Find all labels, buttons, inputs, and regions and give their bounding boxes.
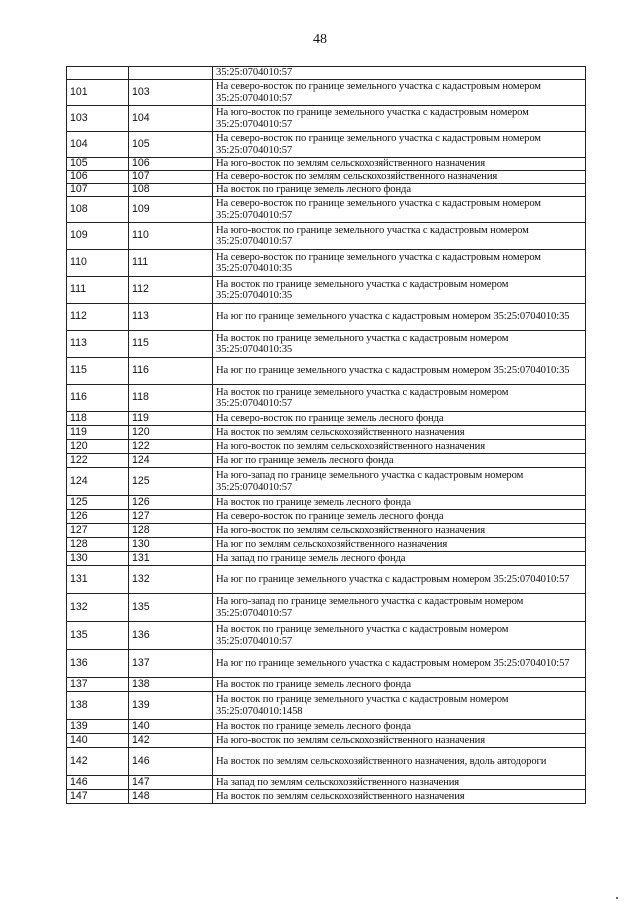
boundary-description-cell: На северо-восток по границе земельного участка с кадастровым номером 35:25:0704010:57 [213, 132, 586, 158]
table-row [67, 412, 586, 426]
boundary-description-cell: На юго-запад по границе земельного участка с кадастровым номером 35:25:0704010:57 [213, 468, 586, 496]
boundary-description-cell: На восток по границе земель лесного фонда [213, 720, 586, 734]
point-from-cell: 137 [67, 678, 129, 692]
point-from-cell: 108 [67, 197, 129, 223]
point-to-cell [129, 67, 213, 80]
boundary-description-cell: На восток по границе земельного участка с кадастровым номером 35:25:0704010:1458 [213, 692, 586, 720]
point-from-cell: 111 [67, 277, 129, 304]
table-row [67, 510, 586, 524]
table-row [67, 692, 586, 720]
boundary-description-cell: На запад по землям сельскохозяйственного назначения [213, 776, 586, 790]
boundary-description-cell: На юг по землям сельскохозяйственного назначения [213, 538, 586, 552]
point-to-cell: 138 [129, 678, 213, 692]
table-row [67, 468, 586, 496]
point-to-cell: 142 [129, 734, 213, 748]
table-row [67, 524, 586, 538]
table-row [67, 358, 586, 385]
boundary-description-cell: На юг по границе земельного участка с кадастровым номером 35:25:0704010:57 [213, 650, 586, 678]
point-from-cell: 146 [67, 776, 129, 790]
point-to-cell: 128 [129, 524, 213, 538]
boundary-description-cell: На юго-запад по границе земельного участка с кадастровым номером 35:25:0704010:57 [213, 594, 586, 622]
table-row [67, 496, 586, 510]
boundary-description-cell: На запад по границе земель лесного фонда [213, 552, 586, 566]
point-to-cell: 132 [129, 566, 213, 594]
point-from-cell [67, 67, 129, 80]
boundary-description-cell: На юг по границе земель лесного фонда [213, 454, 586, 468]
point-to-cell: 105 [129, 132, 213, 158]
point-to-cell: 125 [129, 468, 213, 496]
point-from-cell: 131 [67, 566, 129, 594]
boundary-description-cell: На юг по границе земельного участка с кадастровым номером 35:25:0704010:35 [213, 304, 586, 331]
boundary-description-cell: На юг по границе земельного участка с кадастровым номером 35:25:0704010:35 [213, 358, 586, 385]
point-to-cell: 139 [129, 692, 213, 720]
point-from-cell: 135 [67, 622, 129, 650]
point-to-cell: 106 [129, 158, 213, 171]
table-row [67, 223, 586, 250]
point-to-cell: 126 [129, 496, 213, 510]
table-row [67, 331, 586, 358]
page-number: 48 [313, 32, 327, 47]
point-to-cell: 135 [129, 594, 213, 622]
boundary-description-cell: На юго-восток по землям сельскохозяйственного назначения [213, 440, 586, 454]
table-row [67, 171, 586, 184]
point-to-cell: 108 [129, 184, 213, 197]
table-row [67, 132, 586, 158]
point-from-cell: 101 [67, 80, 129, 106]
table-row [67, 67, 586, 80]
point-from-cell: 132 [67, 594, 129, 622]
boundary-description-cell: 35:25:0704010:57 [213, 67, 586, 80]
table-row [67, 566, 586, 594]
point-from-cell: 126 [67, 510, 129, 524]
scan-artifact-dot [616, 897, 618, 899]
point-from-cell: 127 [67, 524, 129, 538]
point-from-cell: 110 [67, 250, 129, 277]
boundary-description-cell: На юго-восток по землям сельскохозяйственного назначения [213, 734, 586, 748]
point-to-cell: 110 [129, 223, 213, 250]
table-row [67, 440, 586, 454]
boundary-description-cell: На северо-восток по границе земель лесного фонда [213, 510, 586, 524]
point-from-cell: 130 [67, 552, 129, 566]
point-from-cell: 116 [67, 385, 129, 412]
point-from-cell: 109 [67, 223, 129, 250]
point-to-cell: 140 [129, 720, 213, 734]
point-from-cell: 138 [67, 692, 129, 720]
point-to-cell: 136 [129, 622, 213, 650]
point-to-cell: 131 [129, 552, 213, 566]
point-from-cell: 140 [67, 734, 129, 748]
boundary-description-cell: На восток по землям сельскохозяйственного назначения [213, 790, 586, 804]
boundary-description-cell: На восток по границе земельного участка с кадастровым номером 35:25:0704010:57 [213, 622, 586, 650]
point-to-cell: 127 [129, 510, 213, 524]
point-from-cell: 115 [67, 358, 129, 385]
point-to-cell: 112 [129, 277, 213, 304]
table-row [67, 184, 586, 197]
table-body [67, 67, 586, 804]
boundary-description-cell: На восток по границе земельного участка с кадастровым номером 35:25:0704010:35 [213, 331, 586, 358]
boundary-description-cell: На юг по границе земельного участка с кадастровым номером 35:25:0704010:57 [213, 566, 586, 594]
table-row [67, 622, 586, 650]
point-to-cell: 120 [129, 426, 213, 440]
point-from-cell: 119 [67, 426, 129, 440]
point-to-cell: 109 [129, 197, 213, 223]
boundary-description-cell: На восток по границе земель лесного фонда [213, 184, 586, 197]
point-to-cell: 122 [129, 440, 213, 454]
point-to-cell: 116 [129, 358, 213, 385]
point-from-cell: 120 [67, 440, 129, 454]
point-from-cell: 125 [67, 496, 129, 510]
point-to-cell: 147 [129, 776, 213, 790]
boundary-description-cell: На юго-восток по землям сельскохозяйственного назначения [213, 158, 586, 171]
table-row [67, 158, 586, 171]
table-row [67, 720, 586, 734]
boundary-description-cell: На юго-восток по границе земельного участка с кадастровым номером 35:25:0704010:57 [213, 223, 586, 250]
boundary-description-cell: На северо-восток по границе земельного участка с кадастровым номером 35:25:0704010:35 [213, 250, 586, 277]
boundary-description-cell: На северо-восток по границе земельного участка с кадастровым номером 35:25:0704010:57 [213, 197, 586, 223]
point-to-cell: 115 [129, 331, 213, 358]
point-from-cell: 122 [67, 454, 129, 468]
table-row [67, 454, 586, 468]
point-from-cell: 147 [67, 790, 129, 804]
table-row [67, 426, 586, 440]
point-to-cell: 107 [129, 171, 213, 184]
point-from-cell: 139 [67, 720, 129, 734]
point-to-cell: 103 [129, 80, 213, 106]
point-from-cell: 107 [67, 184, 129, 197]
table-row [67, 650, 586, 678]
point-from-cell: 136 [67, 650, 129, 678]
table-row [67, 250, 586, 277]
point-to-cell: 113 [129, 304, 213, 331]
point-to-cell: 111 [129, 250, 213, 277]
boundary-description-cell: На восток по границе земель лесного фонда [213, 678, 586, 692]
table-row [67, 80, 586, 106]
boundary-description-cell: На северо-восток по границе земель лесного фонда [213, 412, 586, 426]
table-row [67, 304, 586, 331]
point-from-cell: 112 [67, 304, 129, 331]
table-row [67, 594, 586, 622]
boundary-description-cell: На восток по границе земельного участка с кадастровым номером 35:25:0704010:57 [213, 385, 586, 412]
point-from-cell: 113 [67, 331, 129, 358]
point-to-cell: 118 [129, 385, 213, 412]
table-row [67, 552, 586, 566]
table-row [67, 734, 586, 748]
boundary-description-cell: На восток по землям сельскохозяйственного назначения [213, 426, 586, 440]
point-to-cell: 137 [129, 650, 213, 678]
boundary-description-cell: На юго-восток по границе земельного участка с кадастровым номером 35:25:0704010:57 [213, 106, 586, 132]
table-row [67, 776, 586, 790]
point-to-cell: 124 [129, 454, 213, 468]
point-from-cell: 142 [67, 748, 129, 776]
boundary-description-cell: На восток по границе земельного участка с кадастровым номером 35:25:0704010:35 [213, 277, 586, 304]
boundary-description-table [66, 66, 586, 804]
point-from-cell: 124 [67, 468, 129, 496]
table-row [67, 197, 586, 223]
point-from-cell: 118 [67, 412, 129, 426]
table-row [67, 106, 586, 132]
point-to-cell: 119 [129, 412, 213, 426]
boundary-description-cell: На восток по границе земель лесного фонда [213, 496, 586, 510]
table-row [67, 538, 586, 552]
point-from-cell: 103 [67, 106, 129, 132]
point-to-cell: 130 [129, 538, 213, 552]
table-row [67, 385, 586, 412]
boundary-description-cell: На северо-восток по землям сельскохозяйственного назначения [213, 171, 586, 184]
boundary-description-cell: На северо-восток по границе земельного участка с кадастровым номером 35:25:0704010:57 [213, 80, 586, 106]
table-row [67, 277, 586, 304]
point-to-cell: 146 [129, 748, 213, 776]
point-from-cell: 104 [67, 132, 129, 158]
table-row [67, 748, 586, 776]
point-from-cell: 106 [67, 171, 129, 184]
boundary-description-cell: На восток по землям сельскохозяйственного назначения, вдоль автодороги [213, 748, 586, 776]
point-from-cell: 128 [67, 538, 129, 552]
point-from-cell: 105 [67, 158, 129, 171]
table-row [67, 678, 586, 692]
point-to-cell: 104 [129, 106, 213, 132]
boundary-description-cell: На юго-восток по землям сельскохозяйственного назначения [213, 524, 586, 538]
table-row [67, 790, 586, 804]
point-to-cell: 148 [129, 790, 213, 804]
